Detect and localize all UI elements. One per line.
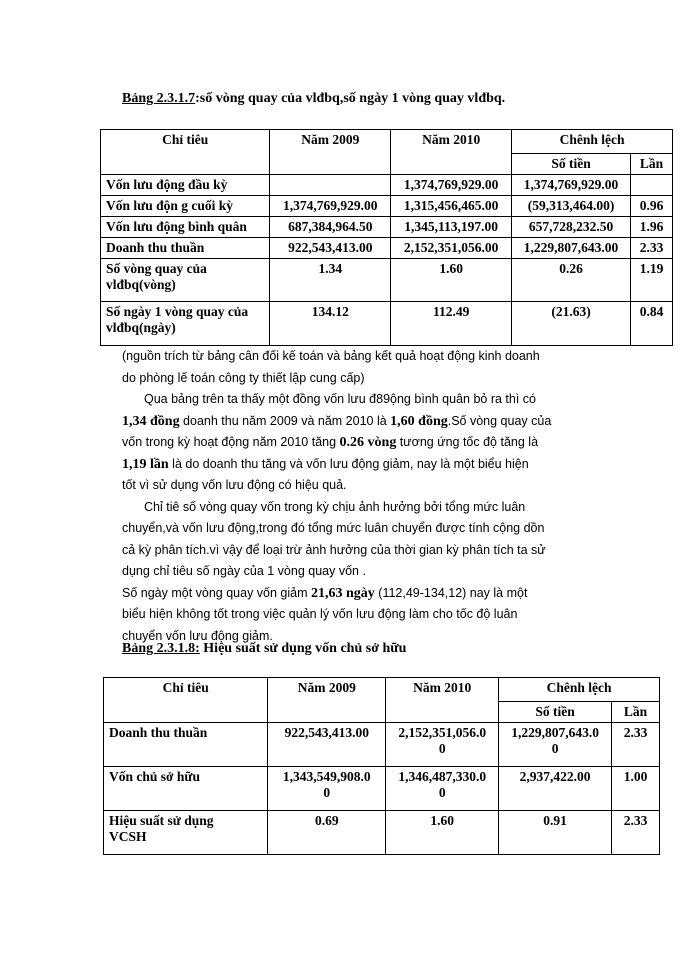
row-label-line1: Vốn chủ sở hữu xyxy=(109,769,200,784)
bold-value: 0.26 vòng xyxy=(339,435,397,450)
cell-line2: 0 xyxy=(323,785,331,800)
cell-2010: 1.60 xyxy=(391,259,512,302)
cell-line1: 1,346,487,330.0 xyxy=(398,769,487,784)
text-line xyxy=(122,583,622,605)
row-label xyxy=(101,302,270,346)
text-line: dụng chỉ tiêu số ngày của 1 vòng quay vốn . xyxy=(122,564,366,578)
text-line: do phòng lế toán công ty thiết lập cung cấp) xyxy=(122,370,365,385)
header-2010: Năm 2010 xyxy=(386,678,499,723)
cell-line2: 0 xyxy=(438,785,446,800)
table-row xyxy=(104,811,660,855)
table-vcsh xyxy=(103,677,660,855)
header-2010: Năm 2010 xyxy=(391,130,512,175)
bold-value: 1,60 đồng xyxy=(390,413,448,429)
text-line: tốt vì sử dụng vốn lưu động có hiệu quả. xyxy=(122,478,347,492)
cell-line1: 1,229,807,643.0 xyxy=(511,725,599,740)
cell-lan: 0.84 xyxy=(631,302,673,346)
cell-so-tien xyxy=(499,723,612,767)
cell-2009 xyxy=(268,767,386,811)
cell-lan: 0.96 xyxy=(631,196,673,217)
text-span: tương ứng tốc độ tăng là xyxy=(396,435,539,449)
header-lan: Lần xyxy=(631,154,673,175)
cell-2009: 1.34 xyxy=(270,259,391,302)
table2-caption-label: Bảng 2.3.1.8: xyxy=(122,641,200,656)
cell-line1: 0.69 xyxy=(314,813,339,828)
cell-2010: 1,345,113,197.00 xyxy=(391,217,512,238)
row-label-line1: Số vòng quay của xyxy=(106,261,207,276)
cell-2009: 687,384,964.50 xyxy=(270,217,391,238)
cell-lan: 2.33 xyxy=(612,811,660,855)
bold-value: 1,34 đồng xyxy=(122,413,180,429)
header-so-tien: Số tiền xyxy=(499,702,612,723)
cell-so-tien: (21.63) xyxy=(512,302,631,346)
cell-2010: 112.49 xyxy=(391,302,512,346)
cell-2009 xyxy=(270,175,391,196)
header-chi-tieu: Chỉ tiêu xyxy=(101,130,270,175)
table2-caption-text: Hiệu suất sử dụng vốn chủ sở hữu xyxy=(199,641,407,656)
cell-line1: 922,543,413.00 xyxy=(284,725,369,740)
table1-caption-text: :số vòng quay của vlđbq,số ngày 1 vòng quay vlđbq. xyxy=(195,91,506,106)
body-text xyxy=(122,346,622,647)
cell-2009 xyxy=(268,811,386,855)
row-label xyxy=(104,723,268,767)
cell-2009: 1,374,769,929.00 xyxy=(270,196,391,217)
row-label-line1: Hiệu suất sử dụng xyxy=(109,813,214,828)
cell-so-tien: 1,229,807,643.00 xyxy=(512,238,631,259)
table-row xyxy=(101,302,673,346)
cell-so-tien: (59,313,464.00) xyxy=(512,196,631,217)
cell-2010: 1,315,456,465.00 xyxy=(391,196,512,217)
bold-value: 21,63 ngày xyxy=(311,585,375,601)
cell-lan: 1.96 xyxy=(631,217,673,238)
header-chenh-lech: Chênh lệch xyxy=(512,130,673,154)
cell-line1: 1,343,549,908.0 xyxy=(282,769,371,784)
text-line: Qua bảng trên ta thấy một đồng vốn lưu đ89ộng bình quân bỏ ra thì có xyxy=(144,392,536,406)
text-line: (nguồn trích từ bảng cân đối kế toán và bảng kết quả hoạt động kinh doanh xyxy=(122,349,540,363)
table-vlđbq xyxy=(100,129,673,346)
cell-lan: 2.33 xyxy=(612,723,660,767)
text-line: biểu hiện không tốt trong việc quản lý vốn lưu động làm cho tốc độ luân xyxy=(122,607,518,621)
header-chenh-lech: Chênh lệch xyxy=(499,678,660,702)
row-label-line1: Doanh thu thuần xyxy=(109,725,208,740)
text-span: Số ngày một vòng quay vốn giảm xyxy=(122,585,312,600)
cell-lan: 1.19 xyxy=(631,259,673,302)
cell-2010 xyxy=(386,723,499,767)
row-label: Doanh thu thuần xyxy=(101,238,270,259)
cell-line2: 0 xyxy=(438,741,446,756)
table2-caption xyxy=(122,641,406,657)
header-so-tien: Số tiền xyxy=(512,154,631,175)
table-row xyxy=(104,767,660,811)
text-line: chuyển,và vốn lưu động,trong đó tổng mức luân chuyển được tính cộng dồn xyxy=(122,521,545,535)
cell-so-tien: 0.26 xyxy=(512,259,631,302)
cell-so-tien xyxy=(499,811,612,855)
row-label-line2: VCSH xyxy=(109,829,147,844)
row-label xyxy=(104,767,268,811)
cell-2010: 1,374,769,929.00 xyxy=(391,175,512,196)
header-chi-tieu: Chỉ tiêu xyxy=(104,678,268,723)
text-line: Chỉ tiê số vòng quay vốn trong kỳ chịu ảnh hưởng bởi tổng mức luân xyxy=(144,499,526,514)
text-line xyxy=(122,454,622,476)
row-label xyxy=(101,259,270,302)
cell-line1: 2,152,351,056.0 xyxy=(398,725,487,740)
cell-2009: 922,543,413.00 xyxy=(270,238,391,259)
header-2009: Năm 2009 xyxy=(270,130,391,175)
cell-line1: 1.60 xyxy=(430,813,454,828)
cell-lan: 1.00 xyxy=(612,767,660,811)
text-line xyxy=(122,411,622,433)
table1-caption xyxy=(122,91,505,107)
cell-lan xyxy=(631,175,673,196)
row-label xyxy=(104,811,268,855)
text-line xyxy=(122,432,622,454)
row-label: Vốn lưu động bình quân xyxy=(101,217,270,238)
cell-2009 xyxy=(268,723,386,767)
bold-value: 1,19 lần xyxy=(122,456,169,472)
cell-so-tien: 1,374,769,929.00 xyxy=(512,175,631,196)
cell-line2: 0 xyxy=(551,741,559,756)
text-span: (112,49-134,12) nay là một xyxy=(374,585,528,600)
text-span: .Số vòng quay của xyxy=(447,413,552,428)
cell-2010 xyxy=(386,767,499,811)
table-row xyxy=(101,238,673,259)
text-line: cả kỳ phân tích.vì vậy để loại trừ ảnh hưởng của thời gian kỳ phân tích ta sử xyxy=(122,542,546,557)
cell-2010: 2,152,351,056.00 xyxy=(391,238,512,259)
cell-line1: 0.91 xyxy=(543,813,567,828)
cell-2009: 134.12 xyxy=(270,302,391,346)
header-lan: Lần xyxy=(612,702,660,723)
row-label-line2: vlđbq(vòng) xyxy=(106,277,176,292)
row-label: Vốn lưu động đầu kỳ xyxy=(101,175,270,196)
cell-lan: 2.33 xyxy=(631,238,673,259)
row-label-line1: Số ngày 1 vòng quay của xyxy=(106,304,249,319)
table-row xyxy=(101,175,673,196)
table-row xyxy=(101,217,673,238)
table1-caption-label: Bảng 2.3.1.7 xyxy=(122,91,196,106)
text-span: doanh thu năm 2009 và năm 2010 là xyxy=(179,413,391,428)
text-line: chuyển vốn lưu động giảm. xyxy=(122,628,273,643)
row-label-line2: vlđbq(ngày) xyxy=(106,320,176,335)
cell-so-tien xyxy=(499,767,612,811)
table-row xyxy=(101,259,673,302)
table-row xyxy=(101,196,673,217)
table-row xyxy=(104,723,660,767)
cell-2010 xyxy=(386,811,499,855)
cell-so-tien: 657,728,232.50 xyxy=(512,217,631,238)
cell-line1: 2,937,422.00 xyxy=(519,769,591,784)
text-span: vốn trong kỳ hoạt động năm 2010 tăng xyxy=(122,435,340,449)
header-2009: Năm 2009 xyxy=(268,678,386,723)
text-span: là do doanh thu tăng và vốn lưu động giảm, nay là một biểu hiện xyxy=(168,456,529,471)
row-label: Vốn lưu độn g cuối kỳ xyxy=(101,196,270,217)
